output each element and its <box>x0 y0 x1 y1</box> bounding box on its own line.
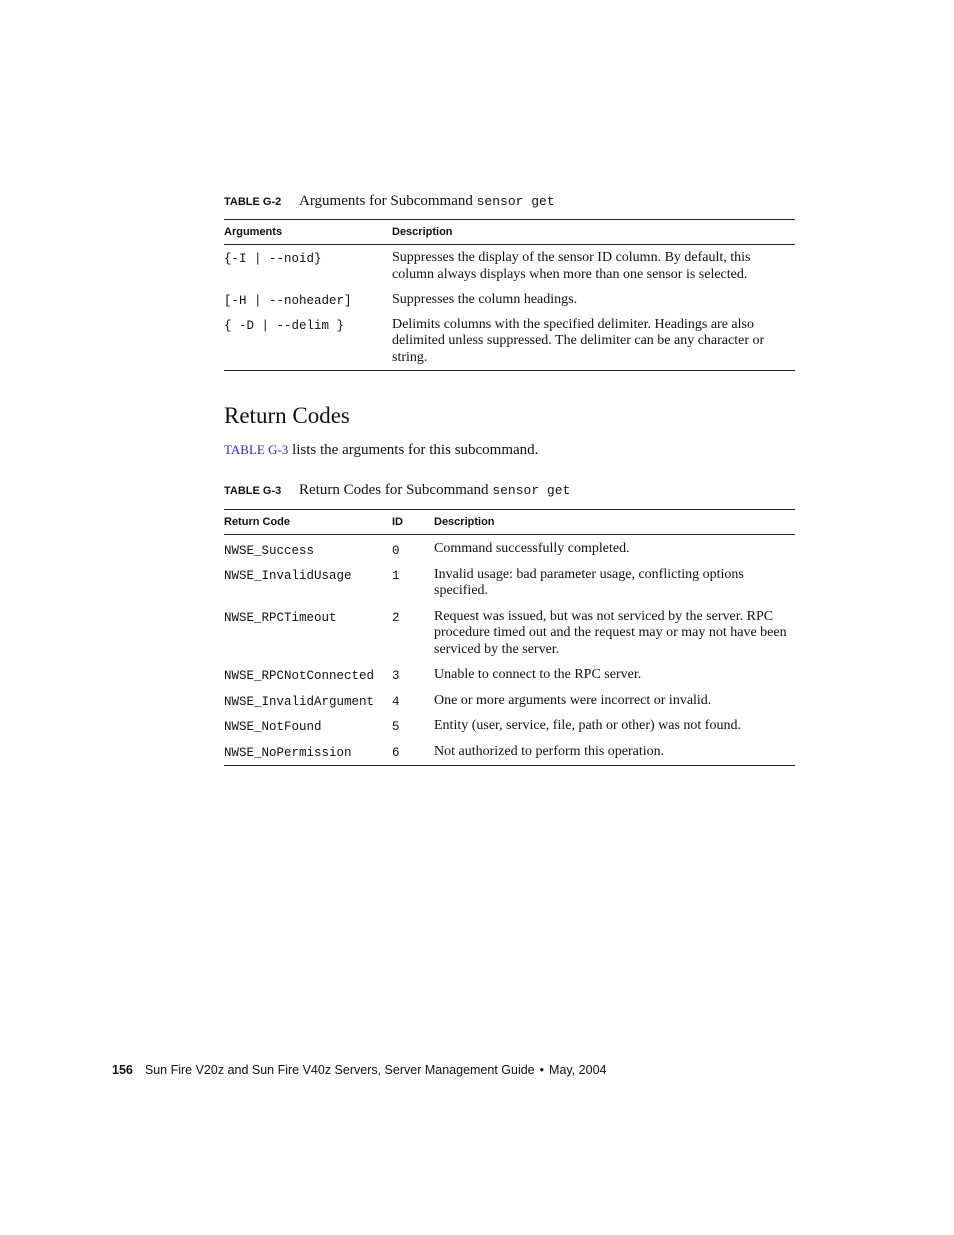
return-code-cell: NWSE_RPCTimeout <box>224 610 337 625</box>
table-g2-label: TABLE G-2 <box>224 196 282 208</box>
table-row <box>224 718 795 744</box>
table-g2 <box>224 219 795 371</box>
description-cell: Unable to connect to the RPC server. <box>434 667 642 682</box>
return-code-cell: NWSE_InvalidArgument <box>224 694 375 709</box>
description-cell: Suppresses the display of the sensor ID column. By default, this column always displays when more than one sensor is selected. <box>392 250 751 282</box>
description-cell: Command successfully completed. <box>434 541 630 556</box>
return-code-cell: NWSE_NotFound <box>224 720 322 734</box>
description-cell: Not authorized to perform this operation. <box>434 744 795 766</box>
description-cell: Suppresses the column headings. <box>392 292 578 307</box>
footer-bullet: • <box>539 1063 545 1077</box>
table-g3-caption <box>224 481 795 500</box>
return-code-cell: NWSE_InvalidUsage <box>224 568 352 583</box>
table-g3-label: TABLE G-3 <box>224 485 282 497</box>
table-row <box>224 245 795 293</box>
id-cell: 0 <box>392 544 400 558</box>
description-cell: Request was issued, but was not serviced by the server. RPC procedure timed out and the request may or may not have been serviced by the server. <box>434 608 787 657</box>
id-cell: 3 <box>392 669 400 683</box>
table-g2-title: Arguments for Subcommand <box>299 193 473 209</box>
id-cell: 1 <box>392 568 400 583</box>
page-footer <box>112 1063 606 1077</box>
argument-cell: { -D | --delim } <box>224 317 392 371</box>
table-row <box>224 535 795 567</box>
return-code-cell: NWSE_NoPermission <box>224 744 392 766</box>
id-cell: 6 <box>392 744 434 766</box>
table-g2-header-description: Description <box>392 220 795 245</box>
table-g3-header-description: Description <box>434 510 795 535</box>
table-row <box>224 744 795 766</box>
table-g3-header-return-code: Return Code <box>224 510 392 535</box>
table-g3-header-id: ID <box>392 510 434 535</box>
section-heading: Return Codes <box>224 403 350 428</box>
table-row <box>224 667 795 693</box>
section-paragraph <box>224 441 795 459</box>
description-cell: Delimits columns with the specified delimiter. Headings are also delimited unless suppressed. The delimiter can be any character or string. <box>392 317 795 371</box>
return-code-cell: NWSE_Success <box>224 544 315 558</box>
description-cell: Entity (user, service, file, path or other) was not found. <box>434 718 741 733</box>
table-g3-command: sensor get <box>492 483 571 498</box>
table-g3-link[interactable]: TABLE G-3 <box>224 442 289 457</box>
table-g2-header-arguments: Arguments <box>224 220 392 245</box>
id-cell: 5 <box>392 720 400 734</box>
table-row <box>224 317 795 371</box>
description-cell: One or more arguments were incorrect or invalid. <box>434 692 712 708</box>
return-code-cell: NWSE_RPCNotConnected <box>224 669 375 683</box>
table-g3 <box>224 509 795 766</box>
page-number: 156 <box>112 1063 133 1077</box>
section-paragraph-text: lists the arguments for this subcommand. <box>288 442 539 458</box>
id-cell: 4 <box>392 694 400 709</box>
table-row <box>224 292 795 317</box>
argument-cell: {-I | --noid} <box>224 252 322 266</box>
footer-title: Sun Fire V20z and Sun Fire V40z Servers, Server Management Guide <box>144 1063 535 1077</box>
description-cell: Invalid usage: bad parameter usage, conflicting options specified. <box>434 566 744 598</box>
argument-cell: [-H | --noheader] <box>224 294 352 308</box>
footer-date: May, 2004 <box>549 1063 607 1077</box>
table-g2-caption <box>224 192 795 211</box>
table-g3-title: Return Codes for Subcommand <box>299 482 489 498</box>
id-cell: 2 <box>392 610 400 625</box>
table-row <box>224 609 795 668</box>
table-g2-command: sensor get <box>476 194 555 209</box>
table-row <box>224 693 795 719</box>
table-row <box>224 567 795 609</box>
